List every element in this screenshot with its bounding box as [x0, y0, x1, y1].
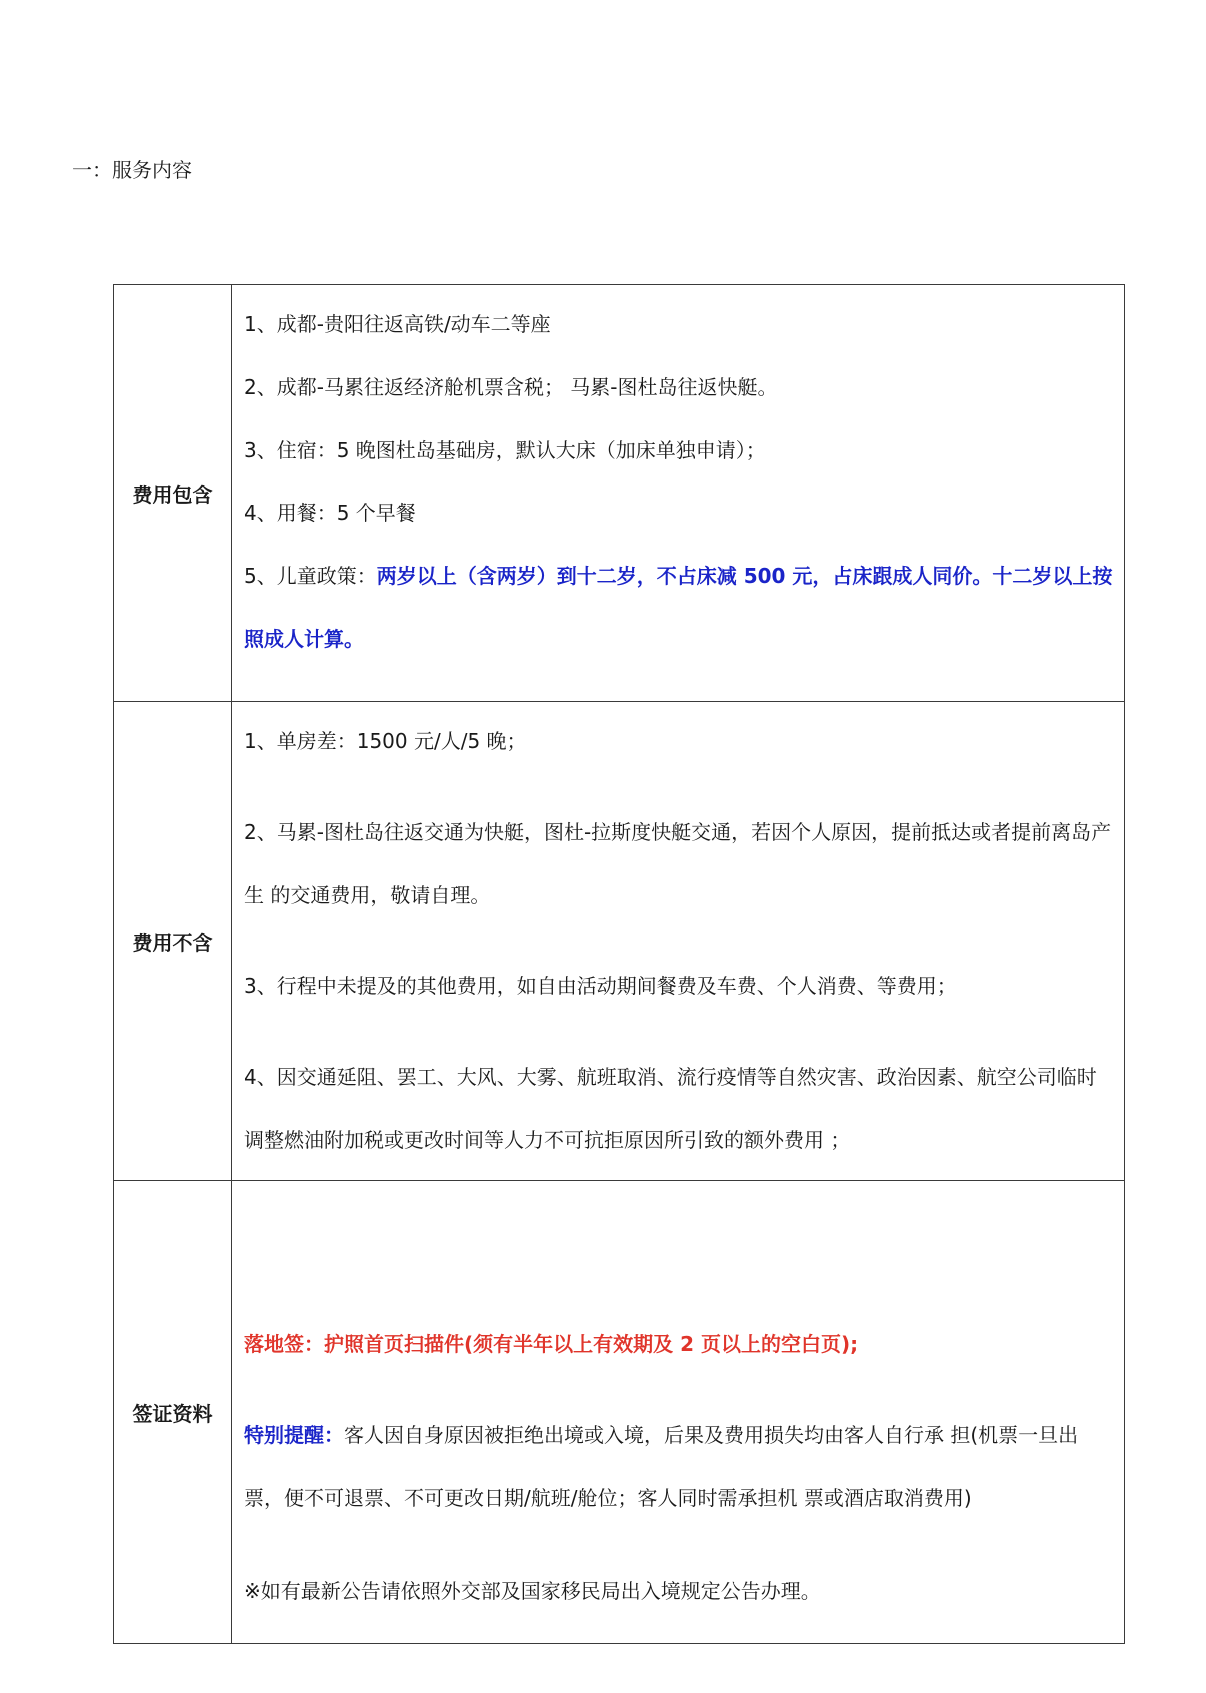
- list-item: 1、成都-贵阳往返高铁/动车二等座: [244, 312, 551, 336]
- special-reminder-label: 特别提醒：: [244, 1423, 344, 1447]
- row-label-visa: 签证资料: [114, 1181, 232, 1644]
- service-table: [113, 284, 1125, 1644]
- list-item: 3、行程中未提及的其他费用，如自由活动期间餐费及车费、个人消费、等费用；: [244, 974, 957, 998]
- table-row-visa: [114, 1181, 1125, 1644]
- child-policy: [244, 545, 1114, 671]
- table-row-excluded: [114, 702, 1125, 1181]
- list-item: 2、马累-图杜岛往返交通为快艇，图杜-拉斯度快艇交通，若因个人原因，提前抵达或者提前离岛产生 的交通费用，敬请自理。: [244, 820, 1112, 907]
- policy-notice: ※如有最新公告请依照外交部及国家移民局出入境规定公告办理。: [244, 1579, 821, 1603]
- row-label-included: 费用包含: [114, 285, 232, 702]
- list-item: 4、用餐：5 个早餐: [244, 501, 416, 525]
- section-title: 一：服务内容: [72, 158, 192, 182]
- row-label-excluded: 费用不含: [114, 702, 232, 1181]
- table-row-included: [114, 285, 1125, 702]
- child-policy-prefix: 5、儿童政策：: [244, 564, 377, 588]
- list-item: 4、因交通延阻、罢工、大风、大雾、航班取消、流行疫情等自然灾害、政治因素、航空公司临时调整燃油附加税或更改时间等人力不可抗拒原因所引致的额外费用 ；: [244, 1065, 1097, 1152]
- row-content-visa: [232, 1181, 1125, 1644]
- row-content-included: [232, 285, 1125, 702]
- special-reminder-text: 客人因自身原因被拒绝出境或入境，后果及费用损失均由客人自行承 担(机票一旦出票，便不可退票、不可更改日期/航班/舱位；客人同时需承担机 票或酒店取消费用): [244, 1423, 1079, 1510]
- special-reminder: [244, 1404, 1114, 1530]
- row-content-excluded: [232, 702, 1125, 1181]
- child-policy-text: 两岁以上（含两岁）到十二岁，不占床减 500 元，占床跟成人同价。十二岁以上按照成人计算。: [244, 564, 1113, 651]
- landing-visa-note: 落地签：护照首页扫描件(须有半年以上有效期及 2 页以上的空白页);: [244, 1332, 859, 1356]
- list-item: 3、住宿：5 晚图杜岛基础房，默认大床（加床单独申请）；: [244, 438, 766, 462]
- list-item: 2、成都-马累往返经济舱机票含税； 马累-图杜岛往返快艇。: [244, 375, 778, 399]
- list-item: 1、单房差：1500 元/人/5 晚；: [244, 729, 527, 753]
